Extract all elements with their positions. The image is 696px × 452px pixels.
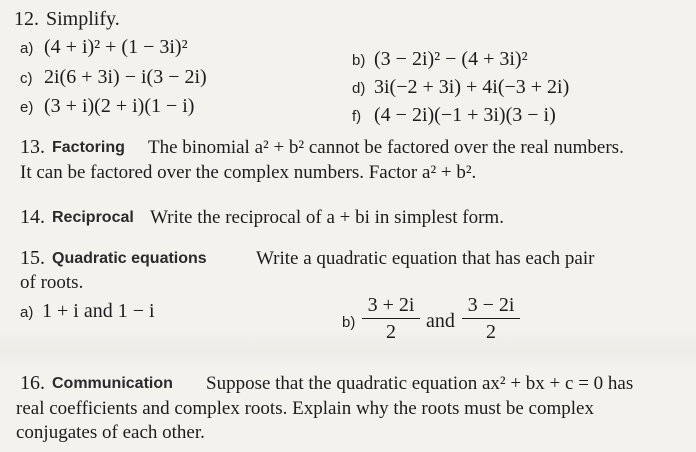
- question-text: It can be factored over the complex numbers. Factor a² + b².: [20, 162, 477, 183]
- part-label: f): [352, 108, 362, 125]
- question-text: conjugates of each other.: [16, 422, 205, 443]
- part-label: a): [20, 304, 34, 321]
- fraction-bar: [362, 318, 420, 319]
- expression: (4 + i)² + (1 − 3i)²: [44, 36, 188, 58]
- expression: (3 − 2i)² − (4 + 3i)²: [374, 48, 528, 70]
- question-heading: Quadratic equations: [52, 250, 207, 267]
- fraction-bar: [462, 318, 520, 319]
- page-shading: [0, 330, 696, 370]
- question-text: real coefficients and complex roots. Explain why the roots must be complex: [16, 398, 594, 419]
- fraction-denominator: 2: [486, 321, 496, 343]
- expression: (3 + i)(2 + i)(1 − i): [44, 95, 195, 117]
- question-text: of roots.: [20, 272, 84, 293]
- question-number: 13.: [20, 136, 45, 158]
- expression: (4 − 2i)(−1 + 3i)(3 − i): [374, 104, 556, 126]
- question-text: Write a quadratic equation that has each pair: [256, 248, 595, 269]
- expression: 2i(6 + 3i) − i(3 − 2i): [44, 66, 207, 88]
- fraction: [462, 294, 520, 344]
- question-text: Suppose that the quadratic equation ax² + bx + c = 0 has: [206, 373, 634, 394]
- question-text: The binomial a² + b² cannot be factored over the real numbers.: [148, 137, 624, 158]
- fraction: [362, 294, 420, 344]
- question-number: 14.: [20, 206, 45, 228]
- expression: 3i(−2 + 3i) + 4i(−3 + 2i): [374, 76, 570, 98]
- fraction-numerator: 3 + 2i: [367, 294, 415, 316]
- part-label: d): [352, 80, 366, 97]
- fraction-numerator: 3 − 2i: [467, 294, 515, 316]
- question-number: 15.: [20, 247, 45, 269]
- question-number: 16.: [20, 372, 45, 394]
- part-label: b): [352, 52, 366, 69]
- question-text: Write the reciprocal of a + bi in simplest form.: [150, 207, 504, 228]
- part-label: e): [20, 99, 34, 116]
- question-heading: Factoring: [52, 139, 125, 156]
- part-label: a): [20, 40, 34, 57]
- question-heading: Communication: [52, 375, 173, 392]
- part-label: b): [342, 314, 356, 331]
- question-title: Simplify.: [46, 8, 120, 30]
- expression: 1 + i and 1 − i: [42, 300, 155, 322]
- question-number: 12.: [14, 8, 39, 30]
- fraction-denominator: 2: [386, 321, 396, 343]
- conjunction: and: [426, 310, 455, 332]
- part-label: c): [20, 70, 33, 87]
- question-heading: Reciprocal: [52, 209, 134, 226]
